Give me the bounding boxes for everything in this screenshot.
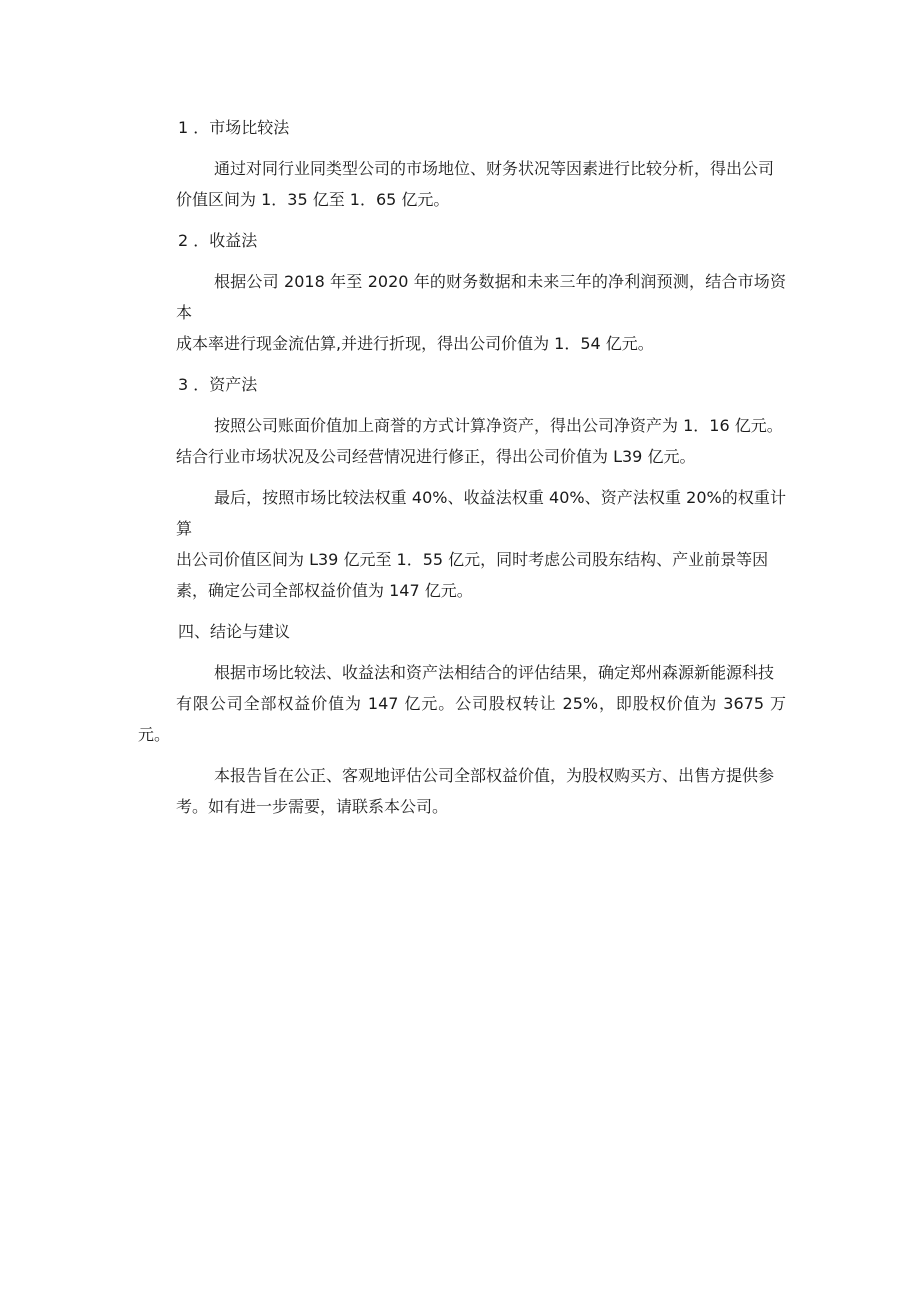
- paragraph-line: 按照公司账面价值加上商誉的方式计算净资产，得出公司净资产为 1．16 亿元。: [214, 416, 783, 435]
- paragraph-line: 最后，按照市场比较法权重 40%、收益法权重 40%、资产法权重 20%的权重计算: [176, 488, 786, 538]
- paragraph-closing: [138, 760, 786, 822]
- section-heading-market-comparison: 1 ．市场比较法: [178, 118, 290, 137]
- paragraph-line: 素，确定公司全部权益价值为 147 亿元。: [176, 581, 473, 600]
- paragraph-line: 结合行业市场状况及公司经营情况进行修正，得出公司价值为 L39 亿元。: [176, 447, 696, 466]
- paragraph-market-comparison: [138, 153, 786, 215]
- paragraph-line: 根据公司 2018 年至 2020 年的财务数据和未来三年的净利润预测，结合市场资本: [176, 272, 786, 322]
- paragraph-line: 有限公司全部权益价值为 147 亿元。公司股权转让 25%，即股权价值为 3675 万元。: [138, 694, 786, 744]
- section-heading-conclusion: 四、结论与建议: [178, 622, 291, 641]
- paragraph-line: 根据市场比较法、收益法和资产法相结合的评估结果，确定郑州森源新能源科技: [214, 663, 775, 682]
- paragraph-weighted-result: [138, 482, 786, 606]
- section-heading-asset: 3 ．资产法: [178, 375, 258, 394]
- paragraph-income: [138, 266, 786, 359]
- document-body: [138, 112, 786, 832]
- section-heading-income: 2 ．收益法: [178, 231, 258, 250]
- paragraph-asset: [138, 410, 786, 472]
- paragraph-line: 成本率进行现金流估算,并进行折现，得出公司价值为 1．54 亿元。: [176, 334, 654, 353]
- paragraph-line: 考。如有进一步需要，请联系本公司。: [176, 797, 449, 816]
- paragraph-line: 本报告旨在公正、客观地评估公司全部权益价值，为股权购买方、出售方提供参: [214, 766, 775, 785]
- paragraph-conclusion: [138, 657, 786, 750]
- paragraph-line: 出公司价值区间为 L39 亿元至 1．55 亿元，同时考虑公司股东结构、产业前景等因: [176, 550, 769, 569]
- paragraph-line: 价值区间为 1．35 亿至 1．65 亿元。: [176, 190, 450, 209]
- paragraph-line: 通过对同行业同类型公司的市场地位、财务状况等因素进行比较分析，得出公司: [214, 159, 775, 178]
